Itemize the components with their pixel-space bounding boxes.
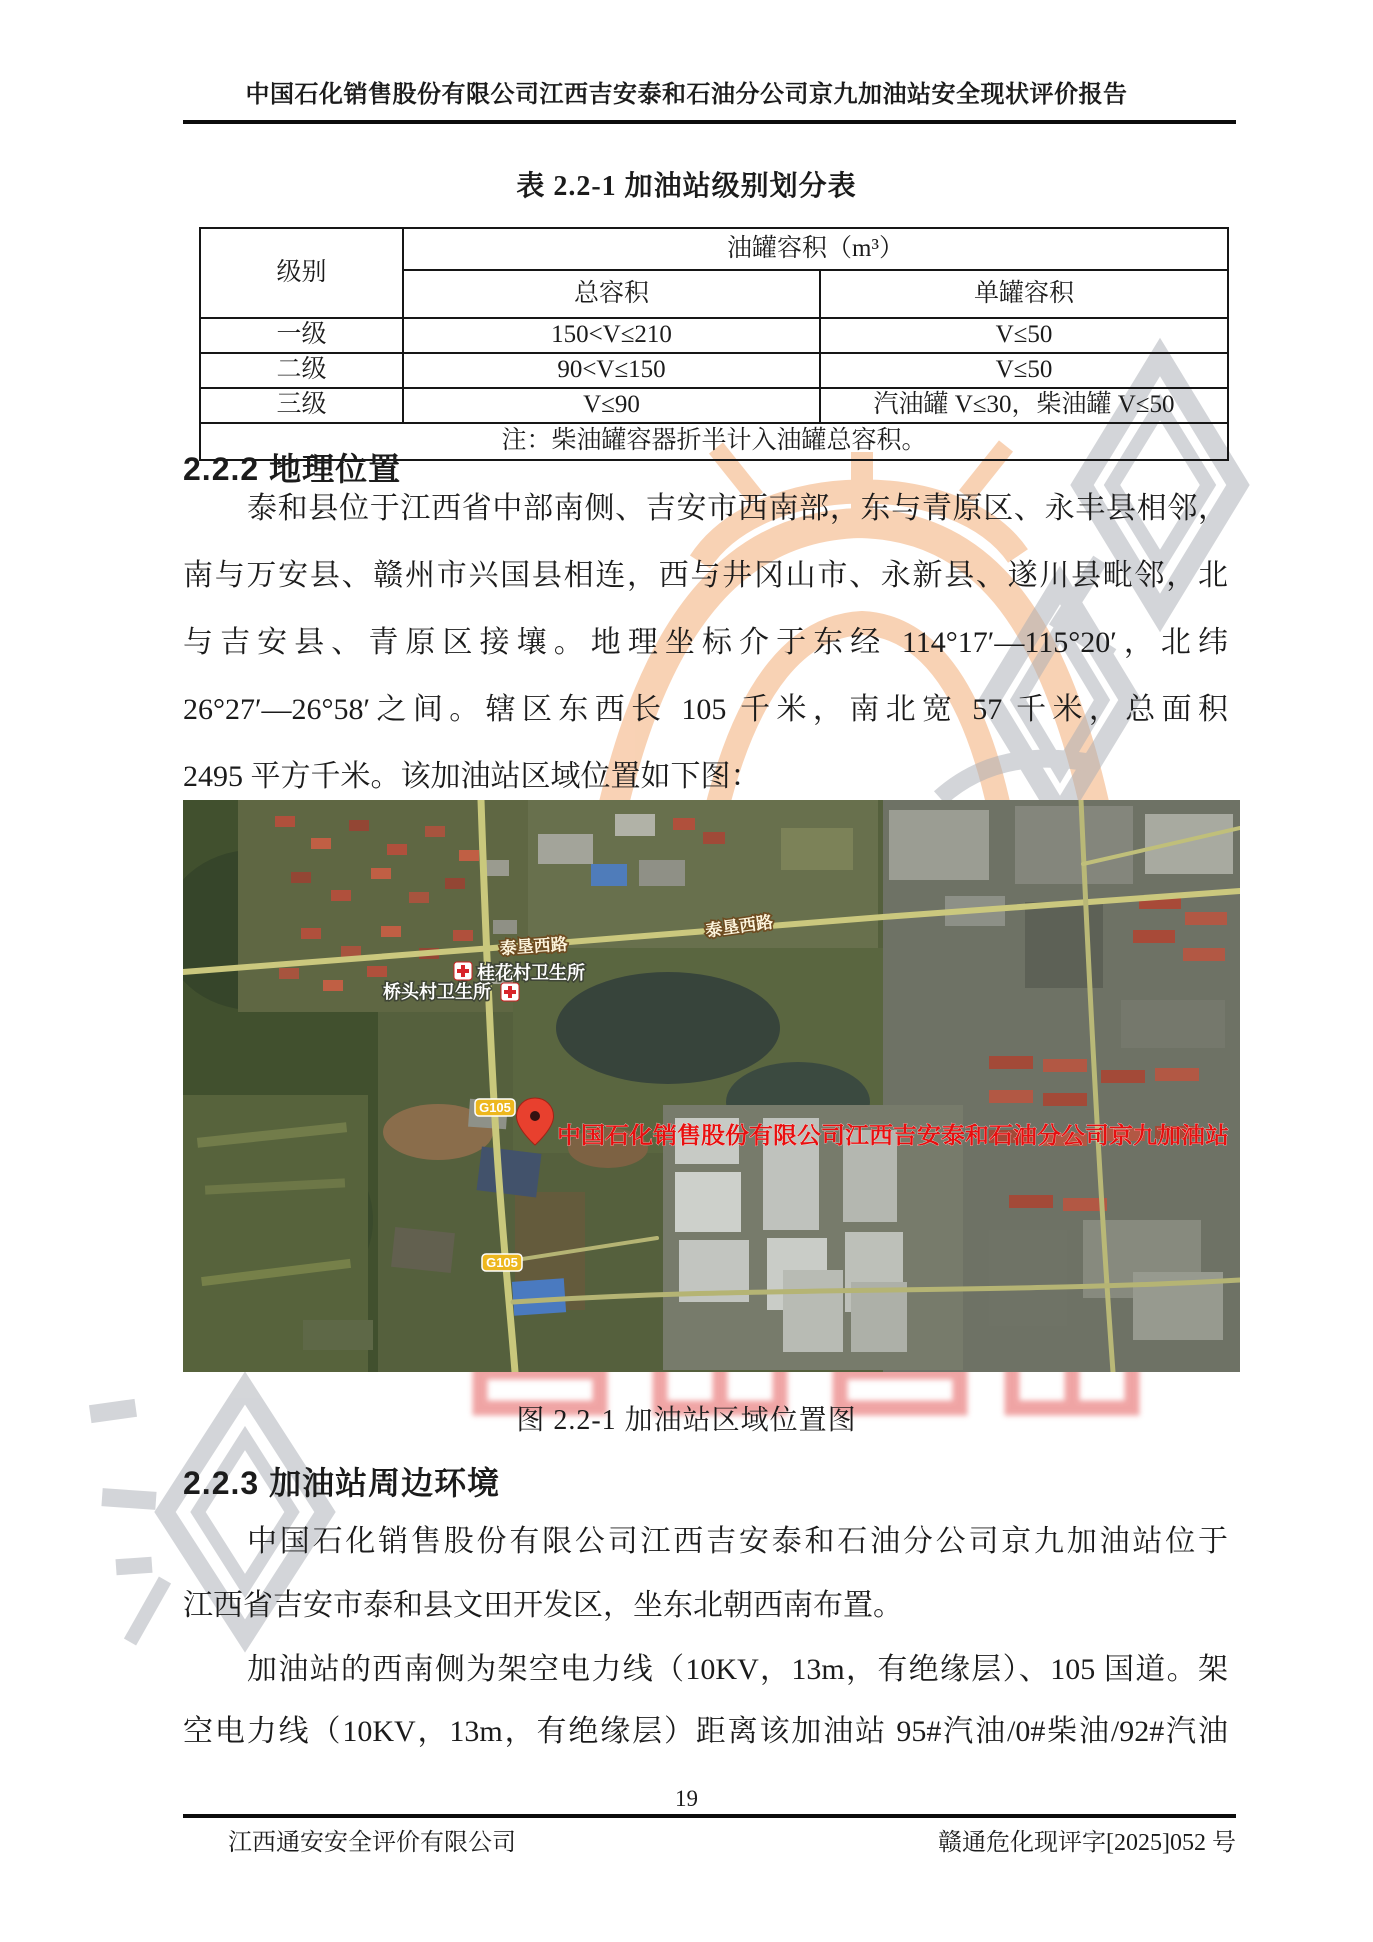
paragraph-line: 江西省吉安市泰和县文田开发区，坐东北朝西南布置。 (183, 1589, 903, 1622)
paragraph-line: 中国石化销售股份有限公司江西吉安泰和石油分公司京九加油站位于 (247, 1525, 1228, 1558)
table-header-level: 级别 (200, 228, 403, 318)
footer-company: 江西通安安全评价有限公司 (228, 1830, 516, 1856)
clinic-label-guihua: 桂花村卫生所 (477, 963, 585, 983)
cell-level: 三级 (200, 388, 403, 423)
table-row (200, 353, 1228, 388)
cell-total: 90<V≤150 (403, 353, 820, 388)
cell-level: 二级 (200, 353, 403, 388)
paragraph-line: 空电力线（10KV，13m，有绝缘层）距离该加油站 95#汽油/0#柴油/92#汽油 (183, 1715, 1228, 1748)
station-class-table (199, 227, 1229, 461)
figure-caption: 图 2.2-1 加油站区域位置图 (516, 1405, 857, 1436)
cell-single: 汽油罐 V≤30，柴油罐 V≤50 (820, 388, 1228, 423)
clinic-cross-icon (501, 983, 519, 1001)
header-rule (183, 120, 1236, 124)
report-header: 中国石化销售股份有限公司江西吉安泰和石油分公司京九加油站安全现状评价报告 (245, 82, 1128, 108)
cell-single: V≤50 (820, 318, 1228, 353)
section-heading-2-2-3: 2.2.3 加油站周边环境 (183, 1465, 501, 1501)
paragraph-line: 南与万安县、赣州市兴国县相连，西与井冈山市、永新县、遂川县毗邻，北 (183, 559, 1228, 592)
road-label-taikenxilu-1: 泰垦西路 (499, 934, 569, 959)
table-note: 注：柴油罐容器折半计入油罐总容积。 (200, 423, 1228, 460)
cell-total: 150<V≤210 (403, 318, 820, 353)
table-header-total: 总容积 (403, 270, 820, 318)
paragraph-line: 26°27′—26°58′之间。辖区东西长 105 千米，南北宽 57 千米，总面积 (183, 693, 1228, 726)
table-header-single: 单罐容积 (820, 270, 1228, 318)
clinic-label-qiaotou: 桥头村卫生所 (383, 982, 491, 1002)
g105-shield-label: G105 (479, 1100, 511, 1115)
cell-total: V≤90 (403, 388, 820, 423)
paragraph-line: 泰和县位于江西省中部南侧、吉安市西南部，东与青原区、永丰县相邻， (247, 492, 1228, 525)
footer-doc-number: 赣通危化现评字[2025]052 号 (938, 1830, 1236, 1856)
page-number: 19 (675, 1786, 698, 1811)
station-map-label: 中国石化销售股份有限公司江西吉安泰和石油分公司京九加油站 (557, 1122, 1229, 1148)
cell-level: 一级 (200, 318, 403, 353)
clinic-cross-icon (454, 962, 472, 980)
table-header-tank-volume: 油罐容积（m³） (403, 228, 1228, 270)
paragraph-line: 加油站的西南侧为架空电力线（10KV，13m，有绝缘层）、105 国道。架 (247, 1653, 1228, 1686)
table-row (200, 318, 1228, 353)
region-map-figure (183, 800, 1240, 1372)
cell-single: V≤50 (820, 353, 1228, 388)
paragraph-line: 2495 平方千米。该加油站区域位置如下图： (183, 760, 761, 793)
g105-shield-label: G105 (486, 1255, 518, 1270)
table-row (200, 388, 1228, 423)
section-heading-2-2-2: 2.2.2 地理位置 (183, 451, 402, 487)
g105-route-shield (482, 1254, 522, 1271)
g105-route-shield (475, 1099, 515, 1116)
road-label-taikenxilu-2: 泰垦西路 (704, 912, 775, 941)
table-title: 表 2.2-1 加油站级别划分表 (516, 171, 857, 202)
footer-rule (183, 1814, 1236, 1818)
paragraph-line: 与吉安县、青原区接壤。地理坐标介于东经 114°17′—115°20′，北纬 (183, 626, 1228, 659)
